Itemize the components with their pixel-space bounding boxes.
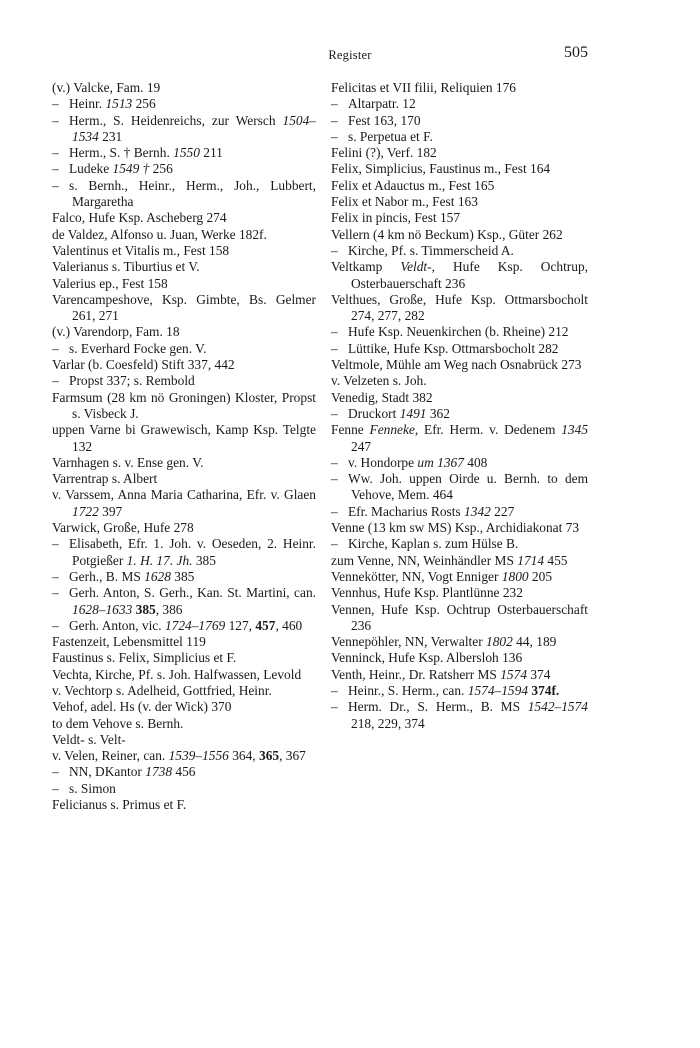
subentry-dash: –: [52, 340, 59, 356]
index-entry: Felicitas et VII filii, Reliquien 176: [331, 80, 516, 95]
index-entry: de Valdez, Alfonso u. Juan, Werke 182f.: [52, 226, 267, 242]
index-entry: uppen Varne bi Grawewisch, Kamp Ksp. Telgte 132: [52, 422, 316, 454]
index-subentry: – Altarpatr. 12: [331, 96, 416, 112]
subentry-dash: –: [331, 503, 338, 519]
index-entry: Venne (13 km sw MS) Ksp., Archidiakonat 73: [331, 520, 580, 536]
index-subentry: – Kirche, Pf. s. Timmerscheid A.: [331, 242, 514, 258]
index-column-right: [331, 80, 588, 732]
subentry-dash: –: [52, 112, 59, 128]
index-entry: Faustinus s. Felix, Simplicius et F.: [52, 650, 237, 666]
index-entry: Veltmole, Mühle am Weg nach Osnabrück 273: [331, 357, 582, 373]
index-subentry: – NN, DKantor 1738 456: [52, 764, 196, 780]
index-entry: Fenne Fenneke, Efr. Herm. v. Dedenem 1345 247: [331, 422, 589, 454]
index-subentry: – Druckort 1491 362: [331, 405, 450, 421]
index-entry: Felini (?), Verf. 182: [331, 145, 437, 161]
index-entry: Varrentrap s. Albert: [52, 471, 158, 487]
subentry-dash: –: [331, 699, 338, 715]
index-entry: Felix et Adauctus m., Fest 165: [331, 177, 495, 193]
subentry-dash: –: [331, 128, 338, 144]
index-entry: Veldt- s. Velt-: [52, 731, 126, 747]
index-entry: Vehof, adel. Hs (v. der Wick) 370: [52, 699, 232, 715]
index-subentry: – Propst 337; s. Rembold: [52, 373, 195, 389]
index-entry: Varnhagen s. v. Ense gen. V.: [52, 454, 204, 470]
subentry-dash: –: [52, 568, 59, 584]
subentry-dash: –: [52, 96, 59, 112]
index-subentry: – Ww. Joh. uppen Oirde u. Bernh. to dem Vehove, Mem. 464: [331, 471, 588, 503]
index-entry: Venedig, Stadt 382: [331, 389, 433, 405]
index-column-left: [52, 80, 316, 813]
index-entry: to dem Vehove s. Bernh.: [52, 715, 184, 731]
subentry-dash: –: [52, 764, 59, 780]
index-entry: Fastenzeit, Lebensmittel 119: [52, 634, 206, 650]
index-subentry: – Elisabeth, Efr. 1. Joh. v. Oeseden, 2. Heinr. Potgießer 1. H. 17. Jh. 385: [52, 536, 316, 568]
index-subentry: – Lüttike, Hufe Ksp. Ottmarsbocholt 282: [331, 340, 559, 356]
index-entry: Venth, Heinr., Dr. Ratsherr MS 1574 374: [331, 666, 551, 682]
index-subentry: – Ludeke 1549 † 256: [52, 161, 173, 177]
index-subentry: – Gerh. Anton, S. Gerh., Kan. St. Martini, can. 1628–1633 385, 386: [52, 585, 316, 617]
index-entry: Valerius ep., Fest 158: [52, 275, 168, 291]
subentry-dash: –: [331, 242, 338, 258]
subentry-dash: –: [52, 145, 59, 161]
index-entry: v. Velen, Reiner, can. 1539–1556 364, 365, 367: [52, 748, 306, 764]
index-entry: Farmsum (28 km nö Groningen) Kloster, Propst s. Visbeck J.: [52, 389, 316, 421]
subentry-dash: –: [331, 96, 338, 112]
index-entry: v. Vechtorp s. Adelheid, Gottfried, Heinr.: [52, 682, 272, 698]
subentry-dash: –: [331, 682, 338, 698]
index-subentry: – s. Bernh., Heinr., Herm., Joh., Lubbert, Margaretha: [52, 177, 316, 210]
subentry-dash: –: [52, 373, 59, 389]
subentry-dash: –: [331, 536, 338, 552]
index-entry: Felicianus s. Primus et F.: [52, 797, 187, 813]
index-subentry: – s. Everhard Focke gen. V.: [52, 340, 207, 356]
index-entry: Varencampeshove, Ksp. Gimbte, Bs. Gelmer 261, 271: [52, 291, 316, 324]
index-entry: Valentinus et Vitalis m., Fest 158: [52, 242, 230, 258]
running-head: Register: [328, 48, 372, 62]
index-entry: Vechta, Kirche, Pf. s. Joh. Halfwassen, Levold: [52, 666, 302, 682]
index-subentry: – Herm., S. † Bernh. 1550 211: [52, 145, 223, 161]
index-subentry: – Heinr. 1513 256: [52, 96, 156, 112]
index-subentry: – Kirche, Kaplan s. zum Hülse B.: [331, 536, 519, 552]
index-entry: Venninck, Hufe Ksp. Albersloh 136: [331, 650, 523, 666]
index-entry: (v.) Valcke, Fam. 19: [52, 80, 161, 95]
page-number: 505: [564, 44, 588, 61]
index-subentry: – Gerh. Anton, vic. 1724–1769 127, 457, 460: [52, 617, 303, 633]
subentry-dash: –: [52, 617, 59, 633]
index-entry: v. Varssem, Anna Maria Catharina, Efr. v. Glaen 1722 397: [52, 487, 316, 519]
subentry-dash: –: [331, 324, 338, 340]
index-entry: Veltkamp Veldt-, Hufe Ksp. Ochtrup, Osterbauerschaft 236: [331, 259, 589, 291]
page-header: [0, 46, 700, 66]
index-subentry: – v. Hondorpe um 1367 408: [331, 454, 488, 470]
index-subentry: – Herm. Dr., S. Herm., B. MS 1542–1574 218, 229, 374: [331, 699, 588, 731]
subentry-dash: –: [331, 340, 338, 356]
index-entry: Felix in pincis, Fest 157: [331, 210, 461, 226]
index-entry: Felix, Simplicius, Faustinus m., Fest 164: [331, 161, 551, 177]
subentry-dash: –: [331, 112, 338, 128]
index-entry: Vennen, Hufe Ksp. Ochtrup Osterbauerschaft 236: [331, 601, 588, 633]
subentry-dash: –: [52, 585, 59, 601]
subentry-dash: –: [52, 536, 59, 552]
subentry-dash: –: [331, 405, 338, 421]
subentry-dash: –: [331, 471, 338, 487]
subentry-dash: –: [52, 780, 59, 796]
index-subentry: – s. Perpetua et F.: [331, 128, 433, 144]
index-subentry: – Efr. Macharius Rosts 1342 227: [331, 503, 515, 519]
index-entry: Velthues, Große, Hufe Ksp. Ottmarsbocholt 274, 277, 282: [331, 291, 588, 324]
index-entry: zum Venne, NN, Weinhändler MS 1714 455: [331, 552, 568, 568]
index-entry: Varwick, Große, Hufe 278: [52, 520, 194, 536]
index-subentry: – Herm., S. Heidenreichs, zur Wersch 1504–1534 231: [52, 112, 316, 144]
index-entry: Felix et Nabor m., Fest 163: [331, 194, 478, 210]
subentry-dash: –: [52, 177, 59, 193]
index-entry: Vennepöhler, NN, Verwalter 1802 44, 189: [331, 634, 557, 650]
index-entry: v. Velzeten s. Joh.: [331, 373, 427, 389]
index-subentry: – Heinr., S. Herm., can. 1574–1594 374f.: [331, 682, 560, 698]
index-entry: Valerianus s. Tiburtius et V.: [52, 259, 200, 275]
index-subentry: – s. Simon: [52, 780, 116, 796]
index-entry: Varlar (b. Coesfeld) Stift 337, 442: [52, 357, 235, 373]
index-entry: (v.) Varendorp, Fam. 18: [52, 324, 180, 340]
index-entry: Vennekötter, NN, Vogt Enniger 1800 205: [331, 568, 553, 584]
index-subentry: – Fest 163, 170: [331, 112, 421, 128]
index-entry: Falco, Hufe Ksp. Ascheberg 274: [52, 210, 227, 226]
index-entry: Vellern (4 km nö Beckum) Ksp., Güter 262: [331, 226, 563, 242]
index-subentry: – Hufe Ksp. Neuenkirchen (b. Rheine) 212: [331, 324, 569, 340]
subentry-dash: –: [52, 161, 59, 177]
subentry-dash: –: [331, 454, 338, 470]
index-subentry: – Gerh., B. MS 1628 385: [52, 568, 195, 584]
index-entry: Vennhus, Hufe Ksp. Plantlünne 232: [331, 585, 523, 601]
